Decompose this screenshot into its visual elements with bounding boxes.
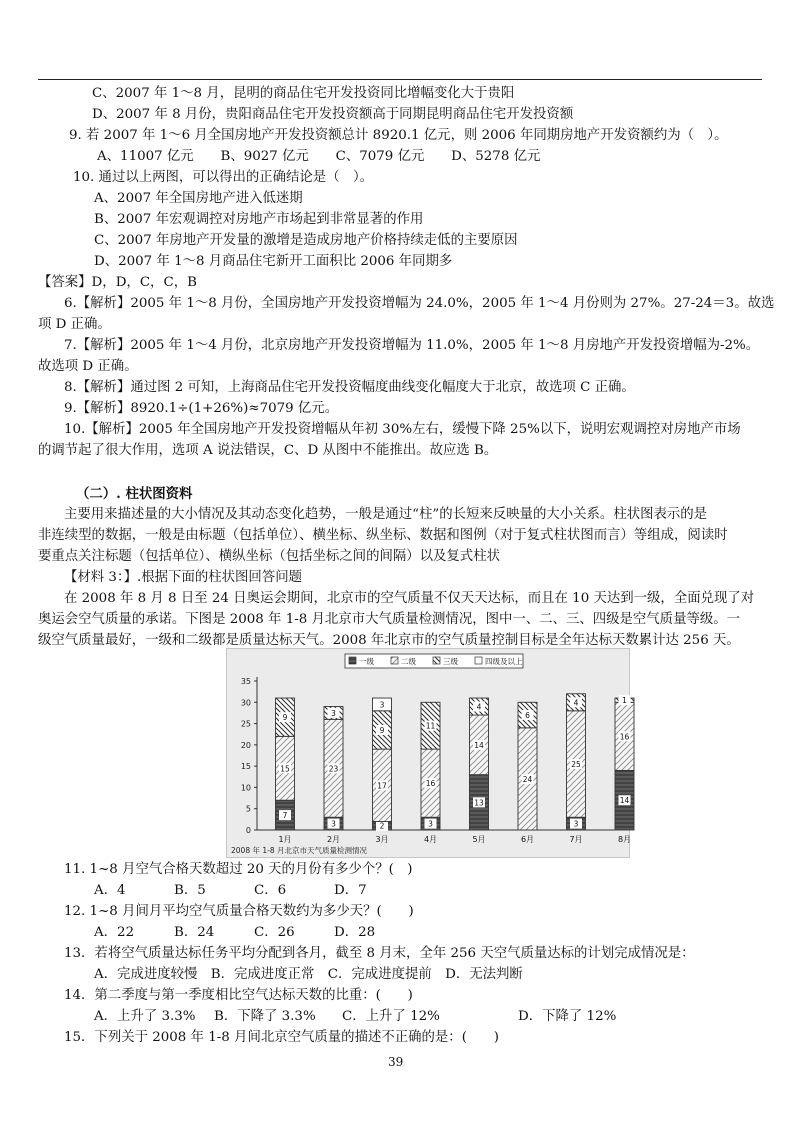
page-number: 39 [388, 1055, 404, 1069]
data-label: 16 [619, 732, 630, 742]
q14-option-c: C．上升了 12% [342, 1009, 440, 1024]
y-tick-label: 5 [245, 804, 251, 814]
chart-caption: 2008 年 1-8 月北京市天气质量检测情况 [231, 846, 367, 855]
intro-line-2: 非连续型的数据，一般是由标题（包括单位）、横坐标、纵坐标、数据和图例（对于复式柱状图而言）等组成，阅读时 [38, 528, 728, 543]
q12-option-b: B．24 [174, 925, 215, 940]
q11-option-c: C．6 [254, 883, 287, 898]
data-label: 3 [379, 700, 385, 710]
x-tick-label: 5月 [472, 835, 486, 844]
data-label: 4 [573, 698, 579, 708]
data-label: 2 [379, 821, 385, 831]
question-15: 15．下列关于 2008 年 1-8 月间北京空气质量的描述不正确的是：( ) [64, 1030, 499, 1045]
data-label: 11 [425, 721, 436, 731]
analysis-9: 9.【解析】8920.1÷(1+26%)≈7079 亿元。 [64, 401, 339, 416]
legend-swatch [349, 657, 356, 664]
q10-option-c: C、2007 年房地产开发量的激增是造成房地产价格持续走低的主要原因 [94, 233, 518, 248]
question-13: 13．若将空气质量达标任务平均分配到各月，截至 8 月末，全年 256 天空气质量达标的计划完成情况是： [64, 946, 695, 961]
legend-swatch [475, 657, 482, 664]
data-label: 3 [331, 819, 336, 829]
legend-label: 四级及以上 [485, 657, 523, 666]
material-title: 【材料 3：】.根据下面的柱状图回答问题 [64, 570, 302, 585]
data-label: 3 [573, 819, 579, 829]
x-tick-label: 3月 [375, 835, 389, 844]
data-label: 23 [328, 764, 339, 774]
q14-option-a: A．上升了 3.3% [94, 1009, 196, 1024]
material-line-3: 级空气质量最好，一级和二级都是质量达标天气。2008 年北京市的空气质量控制目标是全年达标天数累计达 256 天。 [38, 633, 740, 648]
analysis-10-cont: 的调节起了很大作用，选项 A 说法错误，C、D 从图中不能推出。故应选 B。 [38, 443, 498, 458]
q14-options [94, 1009, 616, 1025]
y-tick-label: 10 [240, 783, 251, 793]
q13-options: A．完成进度较慢 B．完成进度正常 C．完成进度提前 D．无法判断 [94, 967, 523, 982]
y-tick-label: 20 [240, 740, 251, 750]
analysis-10: 10.【解析】2005 年全国房地产开发投资增幅从年初 30%左右，缓慢下降 25%以下，说明宏观调控对房地产市场 [64, 422, 741, 437]
data-label: 3 [331, 708, 336, 718]
x-tick-label: 8月 [617, 835, 632, 844]
data-label: 15 [280, 764, 290, 774]
data-label: 25 [571, 760, 581, 770]
data-label: 13 [474, 798, 484, 808]
q9-options: A、11007 亿元 B、9027 亿元 C、7079 亿元 D、5278 亿元 [97, 149, 541, 164]
q12-option-d: D．28 [334, 925, 376, 940]
question-10: 10. 通过以上两图，可以得出的正确结论是（ ）。 [73, 170, 374, 185]
legend-label: 三级 [443, 657, 458, 666]
question-14: 14．第二季度与第一季度相比空气达标天数的比重：( ) [64, 988, 413, 1003]
data-label: 4 [476, 702, 482, 712]
y-tick-label: 15 [240, 762, 251, 772]
x-tick-label: 7月 [569, 835, 583, 844]
data-label: 9 [282, 713, 288, 723]
x-tick-label: 1月 [278, 835, 292, 844]
x-tick-label: 4月 [423, 835, 438, 844]
y-tick-label: 35 [240, 677, 251, 686]
q11-option-a: A．4 [94, 883, 126, 898]
q10-option-a: A、2007 年全国房地产进入低迷期 [94, 191, 303, 206]
analysis-7: 7.【解析】2005 年 1～4 月份，北京房地产开发投资增幅为 11.0%，2005 年 1～8 月房地产开发投资增幅为-2%。 [64, 338, 760, 353]
x-tick-label: 2月 [326, 835, 341, 844]
q8-option-d: D、2007 年 8 月份，贵阳商品住宅开发投资额高于同期昆明商品住宅开发投资额 [92, 107, 574, 122]
y-tick-label: 25 [240, 719, 251, 729]
q8-option-c: C、2007 年 1～8 月，昆明的商品住宅开发投资同比增幅变化大于贵阳 [92, 86, 515, 101]
intro-line-1: 主要用来描述量的大小情况及其动态变化趋势，一般是通过“柱”的长短来反映量的大小关系。柱状图表示的是 [64, 507, 708, 522]
data-label: 16 [425, 779, 436, 789]
data-label: 14 [474, 740, 484, 750]
answer-line: 【答案】D，D，C，C，B [38, 275, 197, 290]
q10-option-b: B、2007 年宏观调控对房地产市场起到非常显著的作用 [94, 212, 424, 227]
header-rule [38, 79, 762, 80]
air-quality-chart [226, 648, 630, 858]
analysis-6: 6.【解析】2005 年 1～8 月份，全国房地产开发投资增幅为 24.0%，2005 年 1～4 月份则为 27%。27-24＝3。故选 [64, 296, 775, 311]
intro-line-3: 要重点关注标题（包括单位）、横纵坐标（包括坐标之间的间隔）以及复式柱状 [38, 549, 500, 564]
material-line-1: 在 2008 年 8 月 8 日至 24 日奥运会期间，北京市的空气质量不仅天天达标，而且在 10 天达到一级，全面兑现了对 [64, 591, 755, 606]
analysis-7-cont: 故选项 D 正确。 [38, 359, 138, 374]
data-label: 17 [377, 781, 387, 791]
q12-options [94, 925, 375, 941]
legend-swatch [391, 657, 398, 664]
legend-swatch [433, 657, 440, 664]
legend-label: 一级 [359, 657, 374, 666]
legend-label: 二级 [401, 657, 416, 666]
data-label: 6 [525, 711, 530, 721]
q11-options [94, 883, 367, 899]
data-label: 9 [379, 725, 385, 735]
y-tick-label: 30 [240, 698, 251, 708]
analysis-8: 8.【解析】通过图 2 可知，上海商品住宅开发投资幅度曲线变化幅度大于北京，故选项 C 正确。 [64, 380, 635, 395]
data-label: 3 [428, 819, 433, 829]
question-12: 12. 1~8 月间月平均空气质量合格天数约为多少天？( ) [64, 904, 414, 919]
analysis-6-cont: 项 D 正确。 [38, 317, 111, 332]
data-label: 7 [282, 811, 288, 821]
q11-option-b: B．5 [174, 883, 206, 898]
chart-canvas [227, 649, 632, 857]
q12-option-c: C．26 [254, 925, 295, 940]
data-label: 14 [619, 796, 630, 806]
q11-option-d: D．7 [334, 883, 367, 898]
x-tick-label: 6月 [520, 835, 535, 844]
material-line-2: 奥运会空气质量的承诺。下图是 2008 年 1-8 月北京市大气质量检测情况，图中一、二、三、四级是空气质量等级。一 [38, 612, 741, 627]
section-heading: （二）. 柱状图资料 [76, 486, 193, 502]
q10-option-d: D、2007 年 1～8 月商品住宅新开工面积比 2006 年同期多 [94, 254, 453, 269]
q12-option-a: A．22 [94, 925, 135, 940]
q14-option-b: B．下降了 3.3% [214, 1009, 316, 1024]
data-label: 24 [522, 774, 533, 784]
q14-option-d: D．下降了 12% [518, 1009, 617, 1024]
y-tick-label: 0 [245, 826, 251, 835]
question-11: 11. 1~8 月空气合格天数超过 20 天的月份有多少个？( ) [64, 862, 413, 877]
question-9: 9. 若 2007 年 1～6 月全国房地产开发投资额总计 8920.1 亿元，则 2006 年同期房地产开发资额约为（ ）。 [69, 128, 728, 143]
data-label: 1 [622, 696, 627, 706]
